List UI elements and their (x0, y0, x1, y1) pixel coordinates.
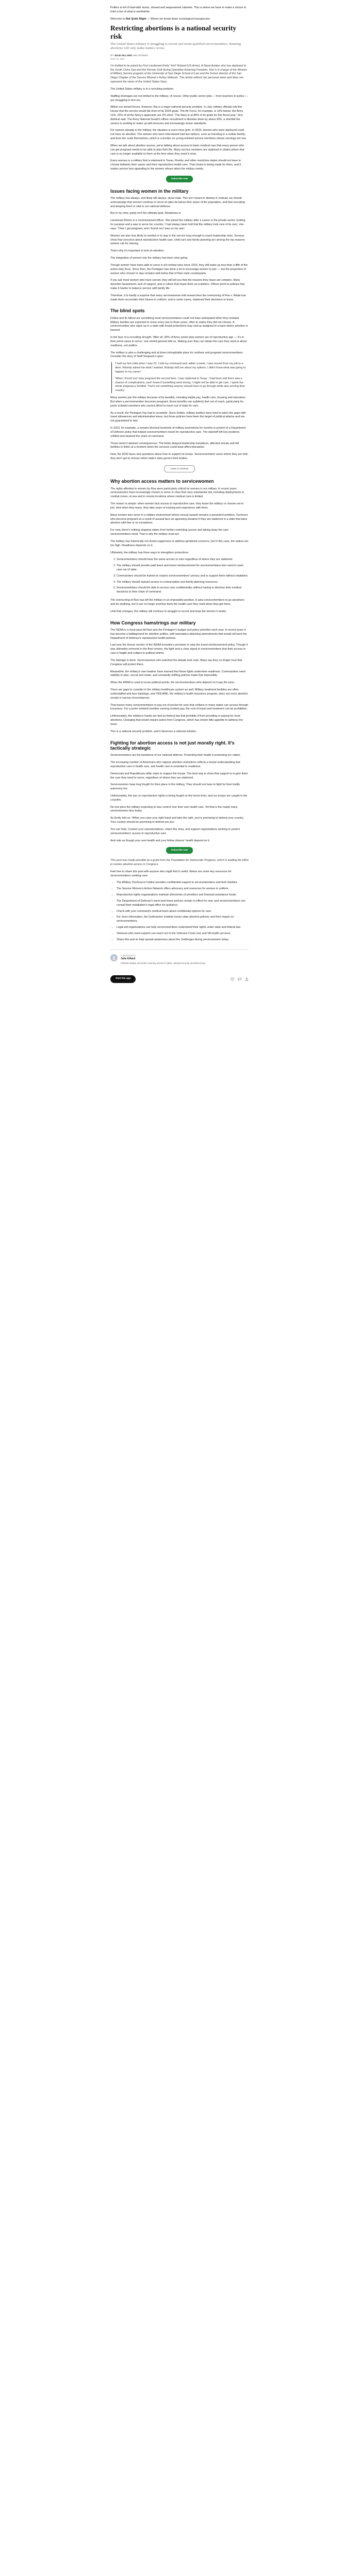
intro-welcome-suffix: — Where we break down sociological insurgencies. (146, 17, 211, 21)
paragraph: Within our armed forces, however, this is a major national-security problem. In July, military officials told the House that the service would fall short of its 2024 goals. The Air Force, for example, is 10% below; the Army 11%; 15% of all the Navy's applicants are 2% short. 'The Navy is at 86% of its goals for this fiscal year,' Vice Admiral said. The Army National Guard's officer recruitment is likewise down by about 30%, a shortfall the service is working to make up with bonuses and increasingly looser standards. (110, 106, 243, 125)
footer-icons (230, 977, 249, 981)
paragraph: Unfortunately, the military's hands are tied by federal law that prohibits it from providing or paying for most abortions. Changing that would require action from Congress, which has shown little appetite to address the issue. (110, 715, 243, 726)
publish-date: MAR 19, 2024 (110, 58, 125, 61)
section-heading: Why abortion access matters to servicewomen (110, 479, 214, 484)
list-item: • The Department of Defense's travel and leave policies remain in effect for now, and servicemembers can consult their installation's legal office for guidance. (117, 900, 249, 908)
paragraph: The overturning of Roe has left the military in an impossible position. It asks servicemembers to go anywhere and do anything, but it can no longer promise them the health care they need when they get there. (110, 599, 244, 606)
section-heading: Issues facing women in the military (110, 188, 189, 194)
byline (110, 54, 249, 58)
list-item: • Legal aid organizations can help servicemembers understand their rights under state and federal law. (117, 926, 249, 930)
paragraph: Democrats and Republicans alike claim to support the troops. The best way to show that support is to give them the care they need to serve, regardless of where they are stationed. (110, 772, 248, 779)
paragraph: Those weren't abstract consequences. The holds delayed leadership transitions, affected morale and left families in limbo at a moment when the services could least afford disruption. (110, 442, 239, 449)
list-item: • Share this post to help spread awareness about the challenges facing servicewomen today. (117, 938, 249, 942)
section-intro (110, 88, 249, 172)
paragraph: The reason is simple: when women lack access to reproductive care, they leave the military or choose not to join. And when they leave, they take years of training and experience with them. (110, 502, 244, 510)
list-item: 2. The military should provide paid leave and travel reimbursement for servicemembers who need to seek care out of state. (117, 564, 249, 572)
subscribe-button[interactable]: Subscribe now (166, 176, 193, 182)
footer-bar (110, 972, 249, 986)
paragraph: The damage is done. Servicewomen who watched the debate took note. Many say they no longer trust that Congress will protect them. (110, 658, 242, 666)
list-item: • The Service Women's Action Network offers advocacy and resources for women in uniform. (117, 887, 249, 891)
paragraph: Last year the House version of the NDAA included a provision to strip the travel reimbursement policy. Though it was ultimately removed in the final version, the fight sent a clear signal to servicemembers that their access to care is fragile and subject to political whims. (110, 643, 248, 655)
section-heading: The blind spots (110, 308, 145, 314)
list-item: 1. Servicemembers should have the same access to care regardless of where they are stationed. (117, 558, 249, 562)
paragraph: When the NDAA is used to score political points, the servicemembers who depend on it pay the price. (110, 681, 235, 685)
section-blind-spots (110, 317, 249, 461)
paragraph: Many women join the military because of its benefits, including stable pay, health care, housing and education. But when a servicemember becomes pregnant, those benefits can suddenly feel out of reach, particularly for junior enlisted members who cannot afford to travel out of state for care. (110, 396, 246, 408)
subscribe-cta-1 (110, 176, 249, 182)
paragraph: Until that changes, the military will continue to struggle to recruit and keep the women it needs. (110, 609, 227, 613)
heart-icon[interactable] (230, 977, 234, 981)
paragraph: The NDAA is a must-pass bill that sets the Pentagon's budget and policy priorities each year. In recent years it has become a battleground for abortion politics, with lawmakers attaching amendments that would roll back the Department of Defense's reproductive health policies. (110, 628, 247, 640)
list-item: • Check with your command's medical team about confidential options for care. (117, 910, 249, 914)
section-heading: Fighting for abortion access is not just morally right. It's tactically strategic (110, 740, 235, 751)
list-item: • For more information, the Guttmacher Institute tracks state abortion policies and their impact on servicemembers. (117, 916, 249, 924)
author-card (110, 950, 249, 965)
paragraph: The rights afforded to women by Roe were particularly critical for women in our military. In recent years, servicewomen have increasingly chosen to serve in roles that carry substantial risk, including deployments to combat zones, at sea and in remote locations where medical care is limited. (110, 487, 244, 499)
section-heading: How Congress hamstrings our military (110, 620, 196, 625)
paragraph: The United States military is in a recruiting problem. (110, 87, 174, 91)
headline: Restricting abortions is a national security risk (110, 24, 237, 40)
paragraph: As Emily told us: 'When you raise your right hand and take the oath, you're promising to defend your country. Your country should be promising to defend you too.' (110, 817, 244, 824)
paragraph: But in my view, parity isn't the ultimate goal. Readiness is. (110, 212, 182, 215)
paragraph: And vote as though your own health and your fellow citizens' health depend on it. (110, 839, 210, 842)
paragraph: For women already in the military, the situation is even more grim. In 2023, women who were deployed could not have an abortion. The women who were interviewed had few options, such as traveling to a civilian facility, and bore the costs themselves, which is a burden on young enlisted service members whose earnings are low. (110, 129, 247, 141)
quote-paragraph: 'I had my first child when I was 23. I told my command and, within a week, I was moved from my job to a desk. Nobody asked me what I wanted. Nobody told me about my options. I didn't know what was going to happen to my career.' (115, 362, 246, 374)
paragraph: That's why it's important to look at retention. (110, 249, 165, 253)
pull-quote (111, 362, 249, 393)
paragraph: There are gaps to consider in the military healthcare system as well. Military treatment facilities are often understaffed and face backlogs, and TRICARE, the military's health insurance program, does not cover abortion except in narrow circumstances. (110, 688, 248, 700)
section-congress (110, 629, 249, 734)
list-item: 5. Servicemembers should be able to access care confidentially, without having to disclose their medical decisions to their chain of command. (117, 586, 249, 595)
paragraph: Lieutenant Rivers is a commissioned officer. She joined the military after a career in the private sector, looking for purpose and a way to serve her country. 'I had always been told that the military took care of its own,' she says. 'Then I got pregnant, and I found out I was on my own.' (110, 219, 245, 230)
paragraph: The military has historically not shown eagerness to address gendered concerns, but in this case, the stakes are too high. Readiness depends on it. (110, 539, 249, 547)
paragraph: Though women have been able to serve in all combat roles since 2015, they still make up less than a fifth of the active-duty force. Since then, the Pentagon has done a lot to encourage women to join — but the proportion of women who choose to stay remains well below that of their male counterparts. (110, 263, 248, 275)
author-meta (121, 954, 206, 965)
paragraph: Many women also serve in a military environment where sexual assault remains a persistent problem. Survivors who become pregnant as a result of assault face an agonizing situation if they are stationed in a state that bans abortion with few or no exceptions. (110, 513, 248, 525)
comment-cta (110, 465, 249, 472)
intro-welcome (110, 18, 249, 22)
paragraph: The increasing number of Americans who oppose abortion restrictions reflects a broad understanding that reproductive care is health care, and health care is essential to readiness. (110, 761, 240, 768)
paragraph: Dobbs and its fallout are something most servicemembers could not have anticipated when they enlisted. Military families are expected to move every two to three years, often to states they did not choose. A servicemember who signs up in a state with broad protections may end up assigned to a base where abortion is banned. (110, 316, 248, 332)
publication-name[interactable]: Not Quite Right (125, 17, 146, 21)
paragraph: If you ask most women who have served, they will tell you that the reasons they leave are complex. Many describe harassment, lack of support, and a culture that treats them as outsiders. Others point to policies that make it harder to balance service with family life. (110, 279, 245, 290)
intro-welcome-prefix: Welcome to (110, 17, 125, 21)
paragraph: Women are also less likely to reenlist or to stay in the service long enough to reach leadership roles. Surveys show that concerns about reproductive health care, child care and family planning are among the top reasons women cite for leaving. (110, 234, 245, 246)
paragraph: Now, the DOD faces new questions about how to support its troops. Servicemembers serve where they are told; they don't get to choose which state's laws govern their bodies. (110, 453, 248, 461)
subtitle: The United States military is struggling to recruit and retain qualified servicemembers. Banning abortions will only make matters worse. (110, 42, 241, 50)
grant-note: This post was made possible by a grant from the Foundation for Democratic Progress, which is leading the effort to restore abortion access in Congress. (110, 859, 249, 866)
paragraph: The integration of women into the military has been slow going. (110, 257, 188, 260)
list-item: • Veterans who need support can reach out to the Veterans Crisis Line and VA health services. (117, 932, 249, 936)
paragraph: Therefore, it is hardly a surprise that many servicewomen told researchers the overturning of Roe v. Wade has made them reconsider their futures in uniform, and in some cases, hastened their decisions to leave. (110, 294, 246, 301)
paragraph: Meanwhile, the military's own leaders have warned that these fights undermine readiness. Commanders need stability to plan, recruit and retain, and constantly shifting policies make that impossible. (110, 670, 245, 677)
author-label: A guest post by (121, 954, 136, 957)
leave-comment-button[interactable]: Leave a comment (164, 465, 195, 472)
paragraph: You can help. Contact your representatives, share this story, and support organizations working to protect servicemembers' access to reproductive care. (110, 827, 240, 835)
paragraph: Every woman in a military that is stationed in Texas, Florida, and other restrictive states should not have to choose between their career and their reproductive health care. That choice is being made for them, and it makes service less appealing to the women whose talent the military needs. (110, 159, 241, 171)
paragraph: Servicewomen have long fought for their place in the military. They should not have to fight for their bodily autonomy too. (110, 783, 240, 791)
paragraph: Feel free to share this post with anyone who might find it useful. Below are some key resources for servicemembers seeking care: (110, 870, 232, 877)
paragraph: No one joins the military expecting to lose control over their own health care. Yet that is the reality many servicewomen face today. (110, 805, 238, 813)
paragraph: Staffing shortages are not limited to the military, of course. Other public sector jobs — from teachers to police — are struggling to hire too. (110, 94, 248, 102)
list-item: 3. Commanders should be trained to respect servicemembers' privacy and to support them without retaliation. (117, 574, 249, 579)
paragraph: The military has always, and likely will always, skew male. This isn't meant to dismiss it; instead, we should acknowledge that women continue to serve at rates far below their share of the population, and that recruiting and keeping them is vital to our national defense. (110, 196, 245, 208)
subscribe-cta-2 (110, 847, 249, 854)
list-item: • The Military OneSource hotline provides confidential support to servicemembers and their families. (117, 881, 249, 885)
intro-paragraph: Politics is full of bad-faith stunts, shrewd and sequestered cabinets. This is where we have to make a choice to hold a line of what is worthwhile. (110, 6, 247, 13)
byline-suffix: AND OTHERS (132, 54, 148, 57)
author-name[interactable]: Julie Killard (121, 957, 136, 960)
list-item: • Reproductive rights organizations maintain directories of providers and financial assistance funds. (117, 893, 249, 897)
paragraph: In the face of a recruiting drought, 'After all, 40% of Army active-duty women are of reproductive age — it's in their prime years to serve,' one retired general told us. Making sure they can obtain the care they need is about readiness, not politics. (110, 336, 247, 347)
share-icon[interactable] (244, 977, 249, 981)
section-issues (110, 197, 249, 302)
section-fighting (110, 754, 249, 843)
subscribe-button[interactable]: Subscribe now (166, 847, 193, 854)
paragraph: As a result, the Pentagon has had to scramble. Since Dobbs, military leaders have tried to patch the gaps with travel allowances and administrative leave, but those policies have been the target of political attacks and are not guaranteed to last. (110, 411, 246, 423)
paragraph: Ultimately, the military has three ways to strengthen protections: (110, 551, 189, 554)
section-why-access (110, 487, 249, 614)
user-icon (112, 956, 116, 960)
paragraph: This is a national security problem, and it deserves a national solution. (110, 730, 197, 733)
paragraph: Unfortunately, the war on reproductive rights is being fought on the home front, and our troops are caught in the crossfire. (110, 794, 248, 802)
paragraph: That leaves many servicemembers to pay out of pocket for care that civilians in many states can access through insurance. For a junior enlisted member earning modest pay, the cost of travel and treatment can be prohibitive. (110, 703, 249, 711)
article-column (110, 0, 249, 986)
author-bio: Political analyst and writer covering women's rights, national security and democracy. (121, 961, 206, 964)
paragraph: For now, there's nothing stopping states from further restricting access and taking away the care servicemembers need. That is why the military must act. (110, 529, 229, 536)
paragraph: The military is also a challenging and at times inhospitable place for mothers and pregnant servicemembers. Consider the story of Staff Sergeant Lopez: (110, 351, 243, 359)
paragraph: Servicemembers are the backbone of our national defense. Protecting their health is protecting our nation. (110, 754, 241, 757)
editor-note: I'm thrilled to be joined by First Lieutenant Emily "Hot" Roland (US Army). A Naval Aviator who has deployed to the South China Sea and the Persian Gulf during Operation Enduring Freedom. She is in charge of the Women of Military Service program at the University of San Diego School of Law and the former director of the San Diego Chapter of the Service Women's Action Network. This article reflects her personal views and does not represent the views of the United States Navy. (110, 64, 247, 84)
paragraph: In 2023, for example, a senator blocked hundreds of military promotions for months in protest of a Department of Defense policy that helped servicemembers travel for reproductive care. The standoff left key positions unfilled and strained the chain of command. (110, 427, 246, 438)
byline-author-link[interactable]: JULIE KILLARD (114, 54, 132, 57)
recommendations-list (117, 558, 249, 595)
start-app-button[interactable]: Start the app (110, 975, 136, 983)
resources-list (117, 881, 249, 942)
byline-prefix: BY (110, 54, 114, 57)
comment-icon[interactable] (237, 977, 241, 981)
list-item: 4. The military should expand access to contraception and family planning resources. (117, 581, 249, 585)
quote-paragraph: 'When I found out I was pregnant the second time, I was stationed in Texas. I had been told there was a chance of complications, and I knew if something went wrong, I might not be able to get care. I spent the whole pregnancy terrified. That's not something anyone should have to go through while also serving their country.' (115, 377, 245, 393)
avatar[interactable] (110, 954, 118, 961)
paragraph: When we talk about abortion access, we're talking about access to basic medical care that every person who can get pregnant needs to be able to plan their life. Many service members are stationed in states where that care is no longer available to them at the time when they need it most. (110, 144, 244, 156)
